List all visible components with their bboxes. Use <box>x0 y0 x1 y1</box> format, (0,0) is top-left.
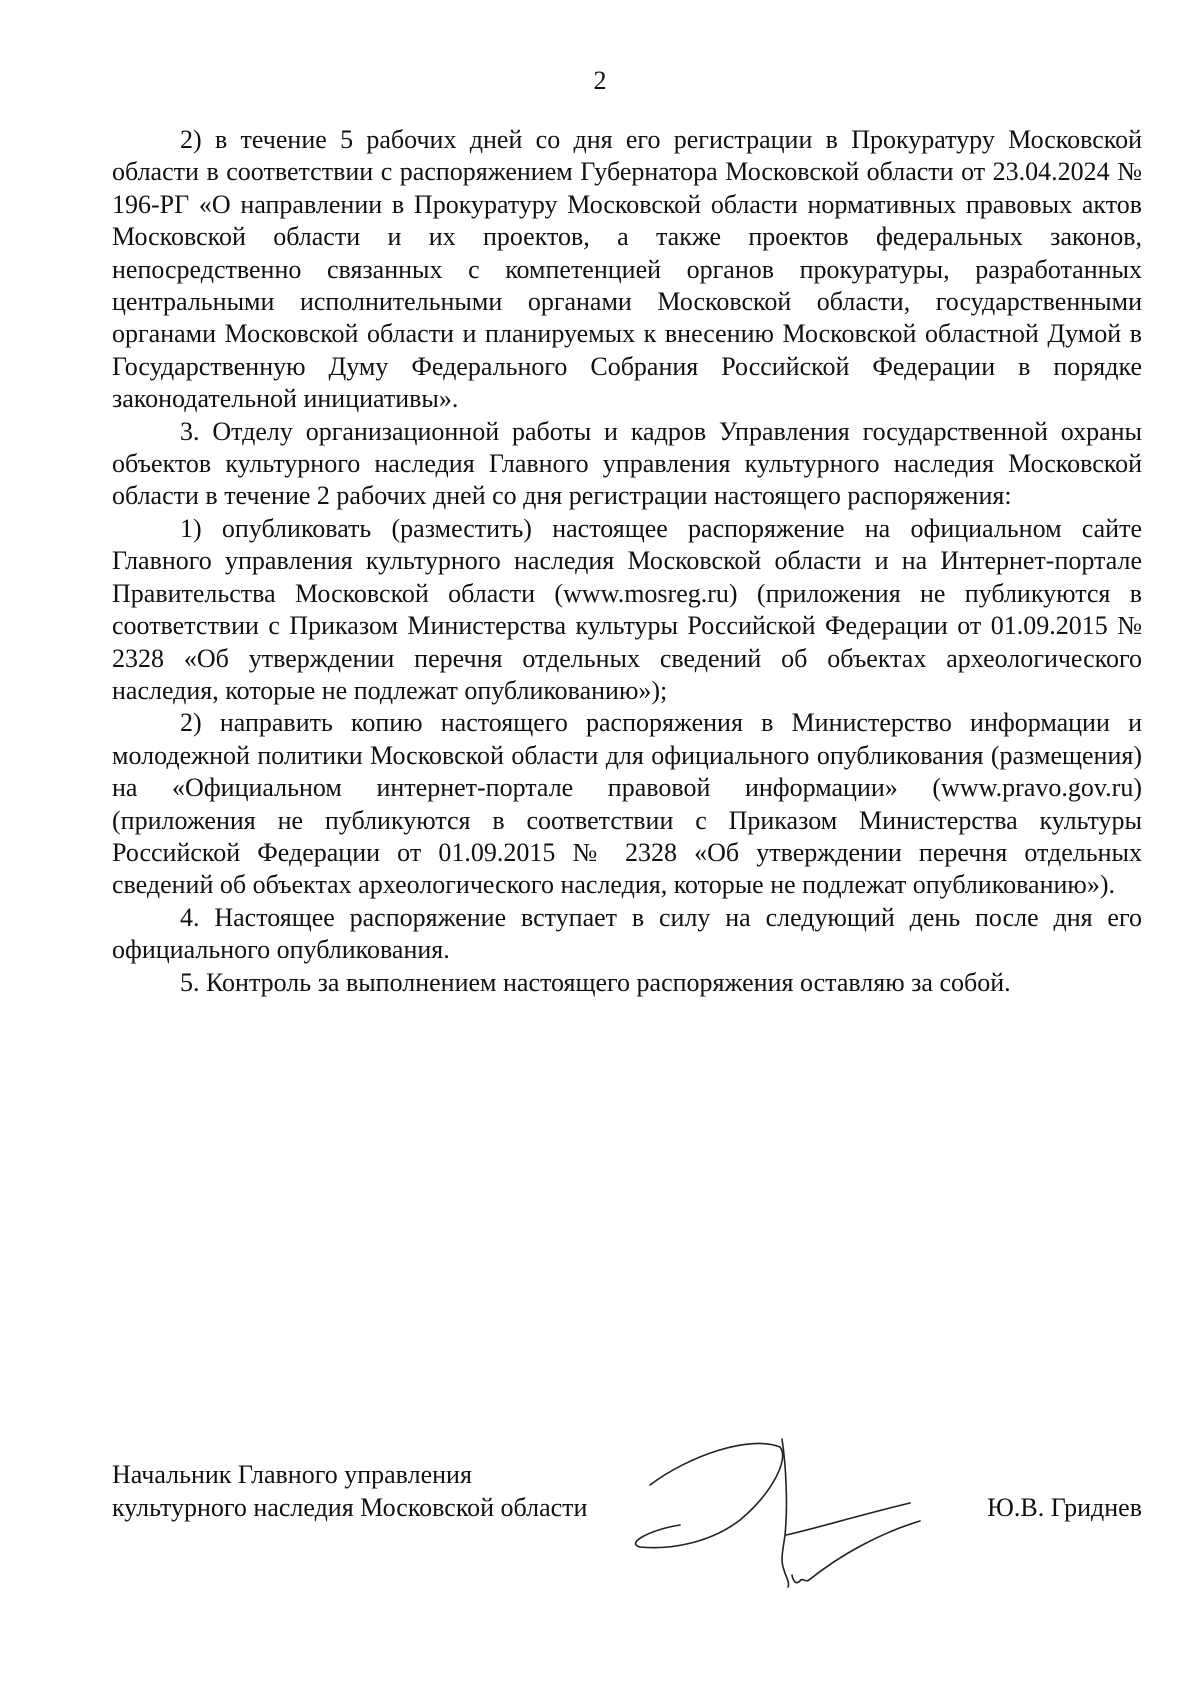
paragraph-item-2-prosecutor: 2) в течение 5 рабочих дней со дня его регистрации в Прокуратуру Московской области в соответствии с распоряжением Губернатора Московской области от 23.04.2024 № 196-РГ «О направлении в Прокуратуру Московской области нормативных правовых актов Московской области и их проектов, а также проектов федеральных законов, непосредственно связанных с компетенцией органов прокуратуры, разработанных центральными исполнительными органами Московской области, государственными органами Московской области и планируемых к внесению Московской областной Думой в Государственную Думу Федерального Собрания Российской Федерации в порядке законодательной инициативы». <box>112 125 1142 414</box>
signer-name: Ю.В. Гриднев <box>987 1493 1142 1522</box>
handwritten-signature <box>610 1425 950 1595</box>
signer-position-line-1: Начальник Главного управления <box>112 1460 472 1489</box>
paragraph-section-5: 5. Контроль за выполнением настоящего распоряжения оставляю за собой. <box>180 967 1011 997</box>
paragraph-section-4: 4. Настоящее распоряжение вступает в силу на следующий день после дня его официального опубликования. <box>112 902 1142 965</box>
paragraph-item-2-send-copy: 2) направить копию настоящего распоряжения в Министерство информации и молодежной политики Московской области для официального опубликования (размещения) на «Официальном интернет-портале правовой информации» (www.pravo.gov.ru) (приложения не публикуются в соответствии с Приказом Министерства культуры Российской Федерации от 01.09.2015 № 2328 «Об утверждении перечня отдельных сведений об объектах археологического наследия, которые не подлежат опубликованию»). <box>112 708 1142 900</box>
page-number: 2 <box>593 66 607 95</box>
signer-position <box>112 1458 587 1524</box>
signer-position-line-2: культурного наследия Московской области <box>112 1493 588 1522</box>
document-body <box>112 124 1142 999</box>
paragraph-section-3: 3. Отделу организационной работы и кадров Управления государственной охраны объектов культурного наследия Главного управления культурного наследия Московской области в течение 2 рабочих дней со дня регистрации настоящего распоряжения: <box>112 416 1142 511</box>
paragraph-item-1-publish: 1) опубликовать (разместить) настоящее распоряжение на официальном сайте Главного управления культурного наследия Московской области и на Интернет-портале Правительства Московской области (www.mosreg.ru) (приложения не публикуются в соответствии с Приказом Министерства культуры Российской Федерации от 01.09.2015 № 2328 «Об утверждении перечня отдельных сведений об объектах археологического наследия, которые не подлежат опубликованию»); <box>112 513 1142 705</box>
